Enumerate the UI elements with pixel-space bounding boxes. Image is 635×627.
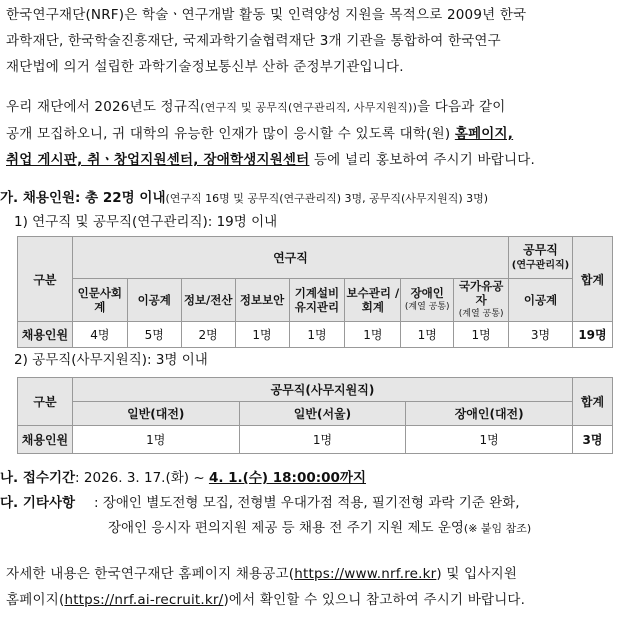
- period-label: 나. 접수기간: [0, 470, 76, 486]
- col-science: 이공계: [127, 279, 181, 322]
- period-text: : 2026. 3. 17.(화) ~: [75, 470, 209, 486]
- recruit-homepage-link[interactable]: https://nrf.ai-recruit.kr/: [64, 592, 224, 608]
- table-cell: 1명: [345, 322, 401, 348]
- request-text: 등에 널리 홍보하여 주시기 바랍니다.: [309, 152, 535, 168]
- subsection-title: 1) 연구직 및 공무직(연구관리직): 19명 이내: [14, 214, 278, 230]
- closing-text: 자세한 내용은 한국연구재단 홈페이지 채용공고(: [6, 566, 295, 582]
- nrf-homepage-link[interactable]: https://www.nrf.re.kr: [294, 566, 437, 582]
- emphasis-text: 취업 게시판, 취ㆍ창업지원센터, 장애학생지원센터: [6, 152, 310, 168]
- col-veteran: 국가유공자 (계열 공통): [454, 279, 509, 322]
- section-period: [0, 466, 366, 486]
- intro-line: 한국연구재단(NRF)은 학술ㆍ연구개발 활동 및 인력양성 지원을 목적으로 2009년 한국: [6, 7, 527, 23]
- request-paragraph: [6, 94, 628, 173]
- recruitment-table-support: [17, 377, 613, 454]
- table-total: 19명: [572, 322, 612, 348]
- position-detail: (연구직 및 공무직(연구관리직, 사무지원직)): [200, 101, 418, 114]
- request-text: 우리 재단에서 2026년도 정규직: [6, 99, 201, 115]
- table-cell: 1명: [406, 426, 573, 454]
- table-cell: 1명: [239, 426, 406, 454]
- col-facility: 기계설비 유지관리: [289, 279, 345, 322]
- table-total: 3명: [573, 426, 613, 454]
- request-line: [6, 94, 628, 121]
- closing-line: [6, 561, 628, 587]
- section-misc-label-wrap: [0, 491, 75, 511]
- misc-text: 장애인 응시자 편의지원 제공 등 채용 전 주기 지원 제도 운영: [108, 520, 464, 536]
- misc-line: : 장애인 별도전형 모집, 전형별 우대가점 적용, 필기전형 과락 기준 완화,: [94, 495, 520, 511]
- header-category: 구분: [18, 237, 73, 322]
- request-text: 을 다음과 같이: [417, 99, 506, 115]
- header-public-sub: (연구관리직): [511, 259, 570, 271]
- section-misc: [94, 491, 614, 541]
- header-public-title: 공무직: [523, 242, 558, 257]
- request-line: [6, 121, 628, 147]
- col-security: 정보보안: [235, 279, 289, 322]
- col-general-seoul: 일반(서울): [239, 402, 406, 426]
- table-cell: 2명: [181, 322, 235, 348]
- col-it: 정보/전산: [181, 279, 235, 322]
- header-total: 합계: [573, 378, 613, 426]
- intro-line: 과학재단, 한국학술진흥재단, 국제과학기술협력재단 3개 기관을 통합하여 한국연구: [6, 33, 501, 49]
- col-disabled: 장애인 (계열 공통): [401, 279, 454, 322]
- table-cell: 1명: [401, 322, 454, 348]
- closing-text: 홈페이지(: [6, 592, 65, 608]
- table-cell: 4명: [72, 322, 127, 348]
- header-total: 합계: [572, 237, 612, 322]
- emphasis-text: 홈페이지,: [454, 126, 514, 142]
- recruitment-table-research: [17, 236, 613, 348]
- closing-text: ) 및 입사지원: [436, 566, 518, 582]
- misc-line: [94, 516, 614, 541]
- request-text: 공개 모집하오니, 귀 대학의 유능한 인재가 많이 응시할 수 있도록 대학(원): [6, 126, 455, 142]
- table-cell: 1명: [235, 322, 289, 348]
- section-heading: 가. 채용인원: 총 22명 이내: [0, 190, 166, 206]
- section-detail: (연구직 16명 및 공무직(연구관리직) 3명, 공무직(사무지원직) 3명): [165, 192, 489, 205]
- col-humanities: 인문사회계: [72, 279, 127, 322]
- section-recruitment: [0, 186, 488, 206]
- request-line: [6, 147, 628, 173]
- table-cell: 1명: [72, 426, 239, 454]
- table-cell: 3명: [509, 322, 573, 348]
- intro-line: 재단법에 의거 설립한 과학기술정보통신부 산하 준정부기관입니다.: [6, 59, 404, 75]
- closing-text: )에서 확인할 수 있으니 참고하여 주시기 바랍니다.: [223, 592, 526, 608]
- header-support: 공무직(사무지원직): [72, 378, 572, 402]
- period-deadline: 4. 1.(수) 18:00:00까지: [208, 470, 367, 486]
- row-label: 채용인원: [18, 322, 73, 348]
- table-cell: 5명: [127, 322, 181, 348]
- col-public-science: 이공계: [509, 279, 573, 322]
- closing-line: [6, 587, 628, 613]
- intro-paragraph: [6, 2, 628, 80]
- misc-label: 다. 기타사항: [0, 495, 76, 511]
- col-accounting: 보수관리 /회계: [345, 279, 401, 322]
- header-research: 연구직: [72, 237, 508, 279]
- header-public: [509, 237, 573, 279]
- misc-note: (※ 붙임 참조): [463, 522, 532, 535]
- subsection-title: 2) 공무직(사무지원직): 3명 이내: [14, 352, 208, 368]
- closing-paragraph: [6, 561, 628, 613]
- col-general-daejeon: 일반(대전): [72, 402, 239, 426]
- table-cell: 1명: [454, 322, 509, 348]
- table-cell: 1명: [289, 322, 345, 348]
- row-label: 채용인원: [18, 426, 73, 454]
- col-disabled-daejeon: 장애인(대전): [406, 402, 573, 426]
- header-category: 구분: [18, 378, 73, 426]
